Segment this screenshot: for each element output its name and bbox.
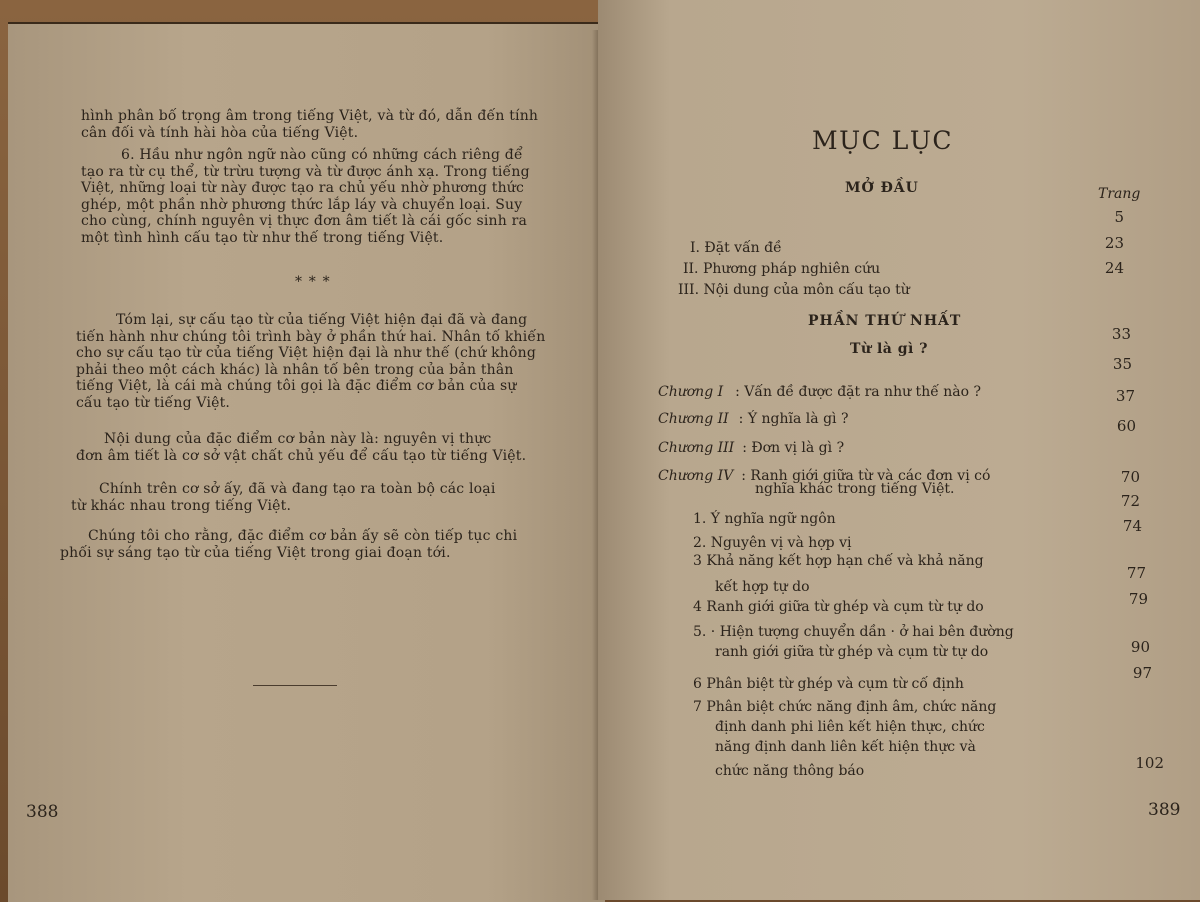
- toc-page-number: 74: [1122, 517, 1142, 535]
- toc-entry: 6 Phân biệt từ ghép và cụm từ cố định: [693, 676, 964, 692]
- closing-rule: [253, 685, 337, 686]
- chapter-label: Chương II: [658, 411, 729, 427]
- toc-chapter-2: [658, 411, 848, 427]
- toc-page-number: 70: [1120, 468, 1140, 486]
- chapter-title: : Ranh giới giữa từ và các đơn vị có: [741, 468, 991, 484]
- toc-entry: 4 Ranh giới giữa từ ghép và cụm từ tự do: [693, 599, 984, 615]
- toc-entry: 3 Khả năng kết hợp hạn chế và khả năng: [693, 553, 984, 569]
- toc-page-number: 72: [1120, 492, 1140, 510]
- toc-entry: 5. · Hiện tượng chuyển dần · ở hai bên đường: [693, 624, 1014, 640]
- page-number-left: 388: [26, 802, 59, 822]
- toc-entry: I. Đặt vấn đề: [690, 240, 782, 256]
- toc-entry: 7 Phân biệt chức năng định âm, chức năng: [693, 699, 997, 715]
- toc-entry: định danh phi liên kết hiện thực, chức: [715, 719, 985, 735]
- toc-chapter-3: [658, 440, 844, 456]
- paragraph-2: 6. Hầu như ngôn ngữ nào cũng có những cách riêng để tạo ra từ cụ thể, từ trừu tượng và từ được ánh xạ. Trong tiếng Việt, những loại từ này được tạo ra chủ yếu nhờ phương thức ghép, một phần nhờ phương thức lắp láy và chuyển loại. Suy cho cùng, chính nguyên vị thực đơn âm tiết là cái gốc sinh ra một tình hình cấu tạo từ như thế trong tiếng Việt.: [81, 147, 530, 246]
- page-column-label: Trang: [1098, 186, 1141, 202]
- toc-page-number: 77: [1126, 564, 1146, 582]
- toc-entry: kết hợp tự do: [715, 579, 810, 595]
- chapter-label: Chương IV: [658, 468, 734, 484]
- left-page: [8, 22, 605, 902]
- toc-chapter-1: [658, 384, 981, 400]
- chapter-title: : Ý nghĩa là gì ?: [738, 411, 849, 427]
- toc-page-number: 97: [1132, 664, 1152, 682]
- toc-entry: III. Nội dung của môn cấu tạo từ: [678, 282, 910, 298]
- right-page: [598, 0, 1200, 900]
- intro-heading: MỞ ĐẦU: [845, 180, 919, 196]
- toc-page-number: 90: [1130, 638, 1150, 656]
- paragraph-3: Tóm lại, sự cấu tạo từ của tiếng Việt hiện đại đã và đang tiến hành như chúng tôi trình bày ở phần thứ hai. Nhân tố khiến cho sự cấu tạo từ của tiếng Việt hiện đại là như thế (chứ không phải theo một cách khác) là nhân tố bên trong của bản thân tiếng Việt, là cái mà chúng tôi gọi là đặc điểm cơ bản của sự cấu tạo từ tiếng Việt.: [76, 312, 546, 411]
- paragraph-4: Nội dung của đặc điểm cơ bản này là: nguyên vị thực đơn âm tiết là cơ sở vật chất chủ yếu để cấu tạo từ tiếng Việt.: [76, 431, 527, 464]
- toc-entry: II. Phương pháp nghiên cứu: [683, 261, 881, 277]
- toc-entry: 2. Nguyên vị và hợp vị: [693, 535, 852, 551]
- toc-page-number: 102: [1135, 754, 1164, 772]
- chapter-label: Chương III: [658, 440, 735, 456]
- section-separator: * * *: [295, 274, 332, 290]
- paragraph-1: hình phân bố trọng âm trong tiếng Việt, và từ đó, dẫn đến tính cân đối và tính hài hòa của tiếng Việt.: [81, 108, 539, 141]
- toc-page-number: 24: [1104, 259, 1124, 277]
- toc-page-number: 23: [1104, 234, 1124, 252]
- toc-entry: chức năng thông báo: [715, 763, 865, 779]
- part-heading: PHẦN THỨ NHẤT: [808, 313, 962, 329]
- toc-page-number: 5: [1114, 208, 1124, 226]
- part-subtitle: Từ là gì ?: [850, 341, 928, 357]
- paragraph-6: Chúng tôi cho rằng, đặc điểm cơ bản ấy sẽ còn tiếp tục chi phối sự sáng tạo từ của tiếng Việt trong giai đoạn tới.: [60, 528, 518, 561]
- chapter-title: : Vấn đề được đặt ra như thế nào ?: [735, 384, 982, 400]
- chapter-label: Chương I: [658, 384, 724, 400]
- toc-page-number: 79: [1128, 590, 1148, 608]
- toc-entry: nghĩa khác trong tiếng Việt.: [755, 481, 955, 497]
- toc-page-number: 60: [1116, 417, 1136, 435]
- toc-entry: ranh giới giữa từ ghép và cụm từ tự do: [715, 644, 989, 660]
- page-number-right: 389: [1148, 800, 1181, 820]
- chapter-title: : Đơn vị là gì ?: [742, 440, 845, 456]
- toc-entry: năng định danh liên kết hiện thực và: [715, 739, 976, 755]
- toc-page-number: 35: [1112, 355, 1132, 373]
- toc-page-number: 37: [1115, 387, 1135, 405]
- paragraph-5: Chính trên cơ sở ấy, đã và đang tạo ra toàn bộ các loại từ khác nhau trong tiếng Việt.: [71, 481, 496, 514]
- toc-title: MỤC LỤC: [812, 126, 954, 155]
- toc-page-number: 33: [1111, 325, 1131, 343]
- toc-entry: 1. Ý nghĩa ngữ ngôn: [693, 511, 836, 527]
